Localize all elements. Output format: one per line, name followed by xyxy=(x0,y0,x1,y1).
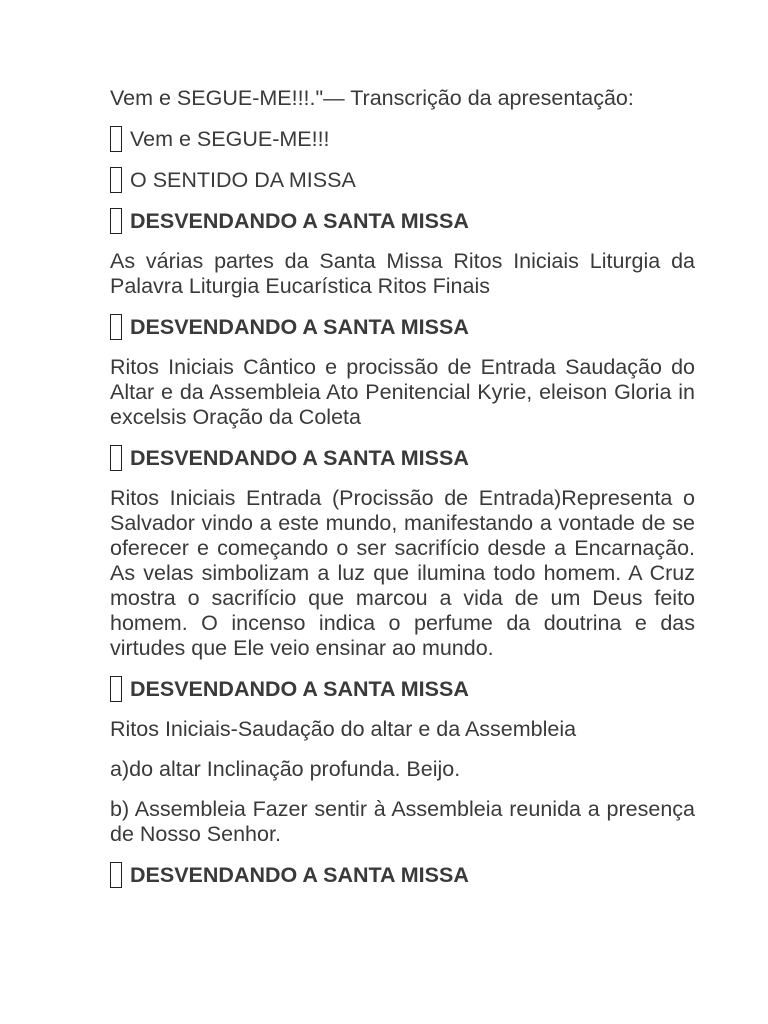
document-page xyxy=(110,86,695,903)
missing-glyph-icon xyxy=(110,167,122,193)
heading-text: DESVENDANDO A SANTA MISSA xyxy=(130,862,469,887)
heading-desvendando-3 xyxy=(110,445,695,471)
missing-glyph-icon xyxy=(110,445,122,471)
paragraph-ritos-iniciais: Ritos Iniciais Cântico e procissão de Entrada Saudação do Altar e da Assembleia Ato Penitencial Kyrie, eleison Gloria in excelsis Oração da Coleta xyxy=(110,355,695,429)
paragraph-assembleia: b) Assembleia Fazer sentir à Assembleia reunida a presença de Nosso Senhor. xyxy=(110,797,695,846)
paragraph-partes-da-missa: As várias partes da Santa Missa Ritos Iniciais Liturgia da Palavra Liturgia Eucarística Ritos Finais xyxy=(110,249,695,298)
missing-glyph-icon xyxy=(110,126,122,152)
heading-text: O SENTIDO DA MISSA xyxy=(130,167,356,192)
heading-desvendando-5 xyxy=(110,862,695,888)
paragraph-altar: a)do altar Inclinação profunda. Beijo. xyxy=(110,757,461,781)
heading-desvendando-4 xyxy=(110,676,695,702)
heading-vem-e-segue-me xyxy=(110,126,695,152)
missing-glyph-icon xyxy=(110,676,122,702)
paragraph-saudacao: Ritos Iniciais-Saudação do altar e da Assembleia xyxy=(110,717,577,741)
heading-text: Vem e SEGUE-ME!!! xyxy=(130,126,330,151)
heading-o-sentido-da-missa xyxy=(110,167,695,193)
heading-text: DESVENDANDO A SANTA MISSA xyxy=(130,445,469,470)
intro-text: Vem e SEGUE-ME!!!."— Transcrição da apresentação: xyxy=(110,86,634,110)
heading-text: DESVENDANDO A SANTA MISSA xyxy=(130,676,469,701)
heading-desvendando-2 xyxy=(110,314,695,340)
heading-text: DESVENDANDO A SANTA MISSA xyxy=(130,314,469,339)
missing-glyph-icon xyxy=(110,862,122,888)
missing-glyph-icon xyxy=(110,314,122,340)
missing-glyph-icon xyxy=(110,208,122,234)
paragraph-entrada: Ritos Iniciais Entrada (Procissão de Entrada)Representa o Salvador vindo a este mundo, manifestando a vontade de se oferecer e começando o ser sacrifício desde a Encarnação. As velas simbolizam a luz que ilumina todo homem. A Cruz mostra o sacrifício que marcou a vida de um Deus feito homem. O incenso indica o perfume da doutrina e das virtudes que Ele veio ensinar ao mundo. xyxy=(110,486,695,660)
heading-desvendando-1 xyxy=(110,208,695,234)
heading-text: DESVENDANDO A SANTA MISSA xyxy=(130,208,469,233)
